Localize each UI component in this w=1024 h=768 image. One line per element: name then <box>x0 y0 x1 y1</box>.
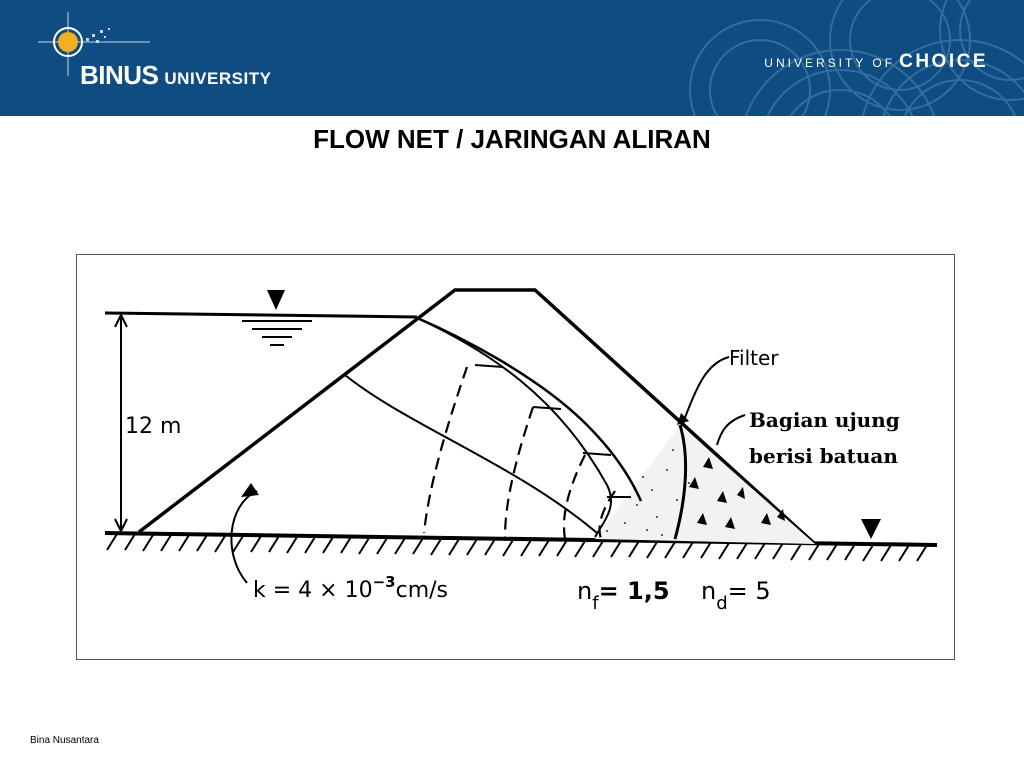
brand-name: BINUS <box>80 60 159 90</box>
footer-text: Bina Nusantara <box>30 735 99 746</box>
permeability-label <box>253 573 448 603</box>
tagline <box>764 52 988 73</box>
tagline-prefix: UNIVERSITY OF <box>764 56 896 70</box>
water-level-icon <box>242 290 312 345</box>
height-label: 12 m <box>125 414 182 439</box>
nd-value: = 5 <box>727 577 771 605</box>
flow-channels-label <box>577 577 670 614</box>
diagram-frame <box>76 254 955 660</box>
nf-symbol: n <box>577 577 593 605</box>
filter-label: Filter <box>729 346 779 370</box>
potential-drops-label <box>701 577 771 614</box>
page-title: FLOW NET / JARINGAN ALIRAN <box>313 124 711 154</box>
permeability-prefix: k = 4 × 10 <box>253 578 373 603</box>
brand-suffix: UNIVERSITY <box>164 69 272 88</box>
flow-lines <box>345 317 611 537</box>
permeability-unit: cm/s <box>395 578 448 603</box>
brand-wordmark <box>80 60 271 94</box>
filter-arrow <box>683 357 729 423</box>
nf-subscript: f <box>592 593 599 614</box>
nd-subscript: d <box>716 593 728 614</box>
flow-net-diagram <box>77 255 954 659</box>
permeability-exponent: −3 <box>372 573 396 591</box>
toe-label-line2: berisi batuan <box>749 444 898 468</box>
nf-value: = 1,5 <box>598 577 670 605</box>
toe-label-arrow <box>717 415 745 445</box>
tailwater-level-icon <box>861 519 881 539</box>
phreatic-line <box>415 317 641 501</box>
headwater-line <box>105 313 417 317</box>
permeability-arrowhead <box>241 483 259 497</box>
nd-symbol: n <box>701 577 717 605</box>
phreatic-ticks <box>475 365 631 497</box>
tagline-emphasis: CHOICE <box>899 51 988 72</box>
header-banner <box>0 0 1024 116</box>
toe-label-line1: Bagian ujung <box>749 408 900 432</box>
